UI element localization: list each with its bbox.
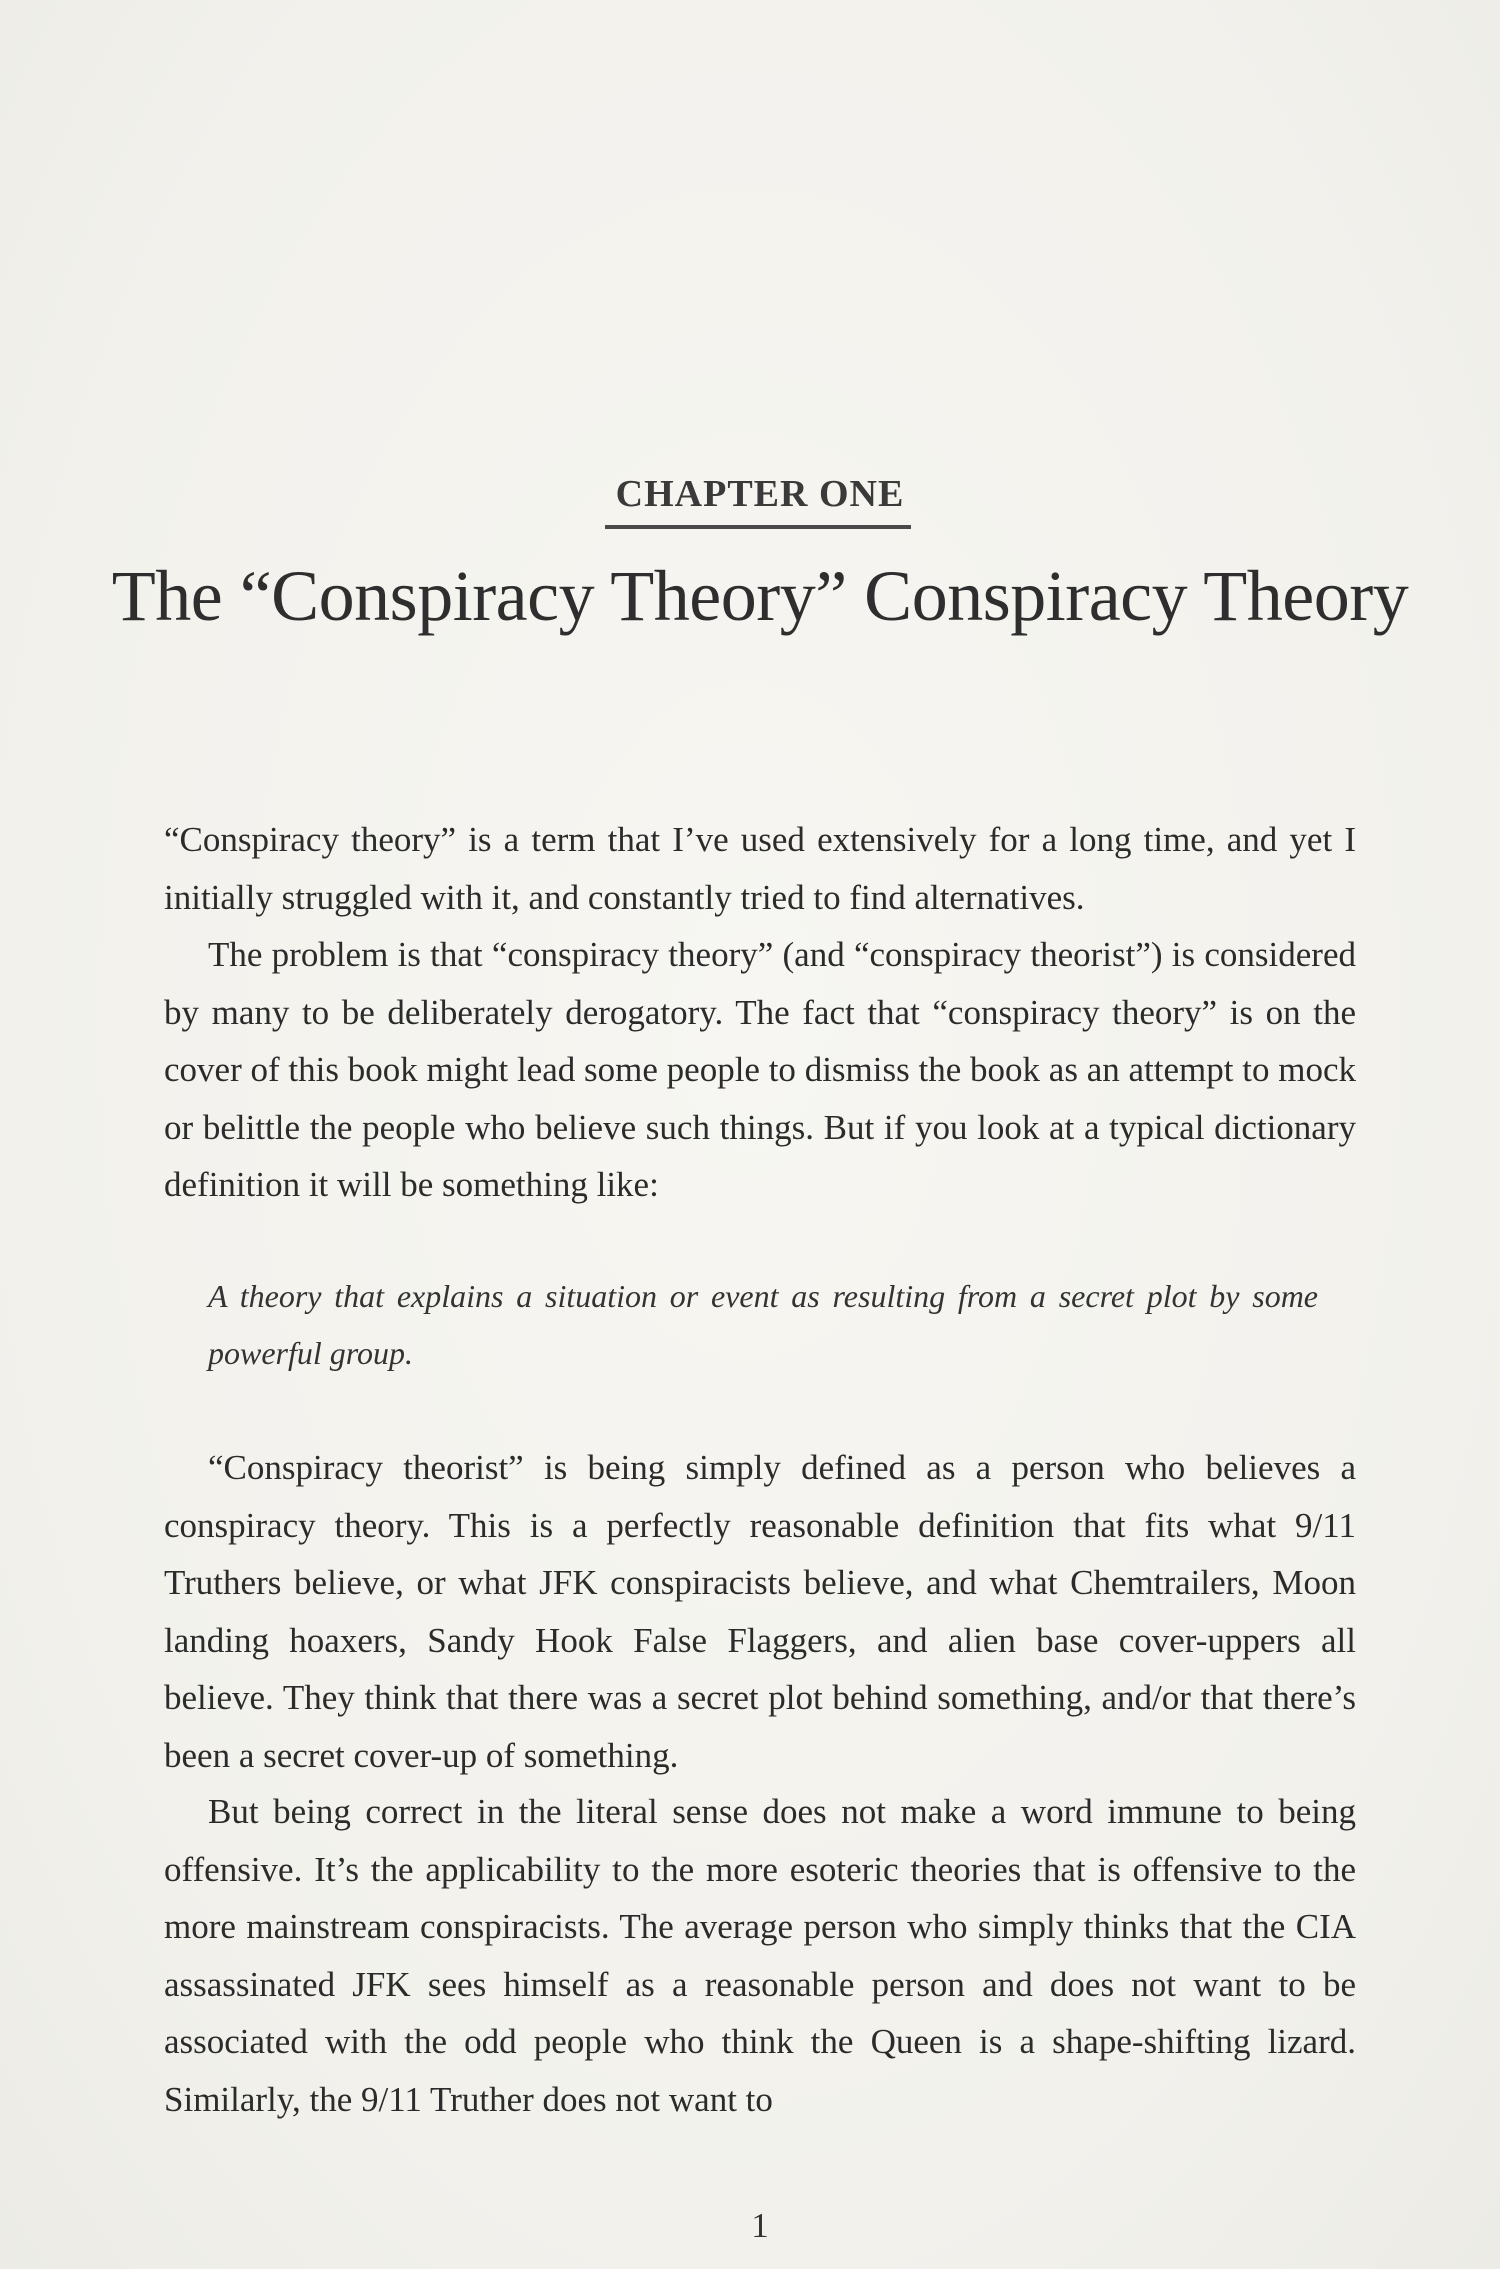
paragraph-text: But being correct in the literal sense does not make a word immune to being offensive. It’s the applicability to the more esoteric theories that is offensive to the more mainstream conspiracists. The average person who simply thinks that the CIA assassinated JFK sees himself as a reasonable person and does not want to be associated with the odd people who think the Queen is a shape-shifting lizard. Similarly, the 9/11 Truther does not want to [164,1792,1356,2119]
paragraph-3 [164,1439,1356,1784]
chapter-title: The “Conspiracy Theory” Conspiracy Theory [111,556,1409,636]
paragraph-text: “Conspiracy theorist” is being simply defined as a person who believes a conspiracy theory. This is a perfectly reasonable definition that fits what 9/11 Truthers believe, or what JFK conspiracists believe, and what Chemtrailers, Moon landing hoaxers, Sandy Hook False Flaggers, and alien base cover-uppers all believe. They think that there was a secret plot behind something, and/or that there’s been a secret cover-up of something. [164,1448,1356,1775]
page-number: 1 [751,2206,769,2245]
dictionary-definition-quote [208,1268,1318,1382]
paragraph-text: The problem is that “conspiracy theory” (and “conspiracy theorist”) is considered by many to be deliberately derogatory. The fact that “conspiracy theory” is on the cover of this book might lead some people to dismiss the book as an attempt to mock or belittle the people who believe such things. But if you look at a typical dictionary definition it will be something like: [164,935,1356,1204]
paragraph-1 [164,811,1356,926]
paragraph-2 [164,926,1356,1214]
paragraph-text: “Conspiracy theory” is a term that I’ve used extensively for a long time, and yet I initially struggled with it, and constantly tried to find alternatives. [164,820,1356,917]
chapter-label-underline [605,525,911,529]
chapter-label: CHAPTER ONE [615,473,905,515]
paragraph-4 [164,1783,1356,2128]
quote-text: A theory that explains a situation or event as resulting from a secret plot by some powerful group. [208,1278,1318,1371]
